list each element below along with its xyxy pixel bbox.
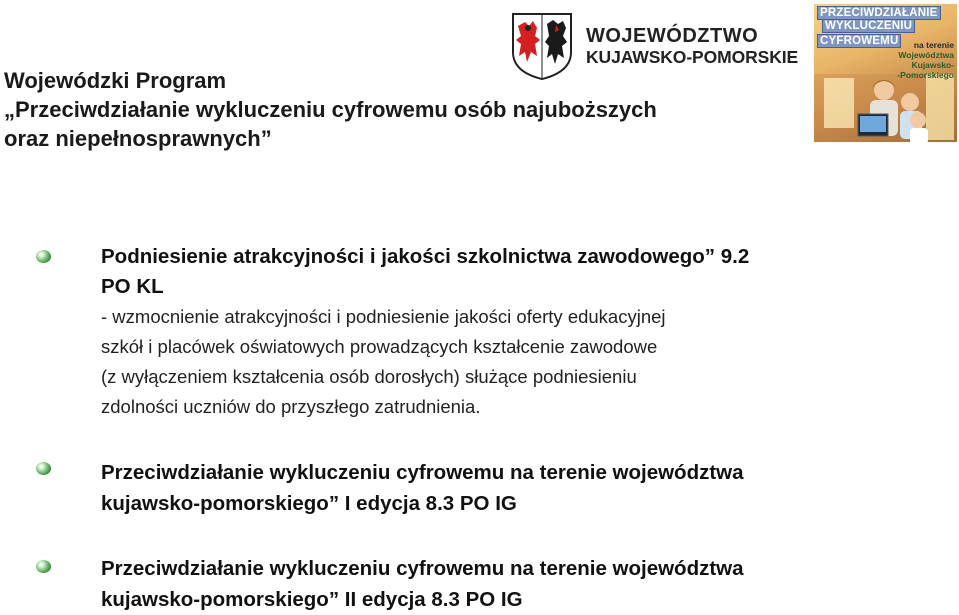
item-1-body-1: - wzmocnienie atrakcyjności i podniesienie jakości oferty edukacyjnej — [101, 306, 666, 327]
banner-line-2: WYKLUCZENIU — [822, 19, 915, 33]
logo-line-1: WOJEWÓDZTWO — [586, 25, 759, 47]
list-item — [101, 242, 951, 422]
title-line-1: Wojewódzki Program — [4, 68, 227, 93]
list-item — [101, 553, 951, 615]
item-1-body-4: zdolności uczniów do przyszłego zatrudnienia. — [101, 396, 481, 417]
region-logo — [511, 12, 799, 82]
banner-side-3: Kujawsko- — [911, 60, 954, 70]
bullet-icon — [36, 462, 51, 475]
item-2-line-1: Przeciwdziałanie wykluczeniu cyfrowemu na terenie województwa — [101, 461, 744, 484]
page-title — [4, 66, 657, 153]
item-1-heading-2: PO KL — [101, 275, 164, 298]
item-3-line-1: Przeciwdziałanie wykluczeniu cyfrowemu na terenie województwa — [101, 557, 744, 580]
list-item — [101, 457, 951, 519]
title-line-3: oraz niepełnosprawnych” — [4, 126, 272, 151]
item-1-heading-1: Podniesienie atrakcyjności i jakości szkolnictwa zawodowego” 9.2 — [101, 245, 750, 268]
banner-side-1: na terenie — [913, 40, 954, 50]
item-2-line-2: kujawsko-pomorskiego” I edycja 8.3 PO IG — [101, 492, 517, 515]
item-1-body-3: (z wyłączeniem kształcenia osób dorosłych) służące podniesieniu — [101, 366, 637, 387]
bullet-icon — [36, 250, 51, 263]
banner-side-2: Województwa — [898, 50, 954, 60]
family-photo-icon — [814, 74, 957, 142]
program-banner — [814, 4, 957, 142]
banner-side-4: -Pomorskiego — [897, 70, 954, 80]
coat-of-arms-icon — [511, 12, 573, 80]
bullet-icon — [36, 560, 51, 573]
logo-line-2: KUJAWSKO-POMORSKIE — [586, 47, 799, 67]
item-1-body-2: szkół i placówek oświatowych prowadzących kształcenie zawodowe — [101, 336, 658, 357]
title-line-2: „Przeciwdziałanie wykluczeniu cyfrowemu osób najuboższych — [4, 97, 657, 122]
banner-line-3: CYFROWEMU — [817, 34, 901, 48]
item-3-line-2: kujawsko-pomorskiego” II edycja 8.3 PO IG — [101, 588, 523, 611]
banner-line-1: PRZECIWDZIAŁANIE — [817, 6, 941, 20]
